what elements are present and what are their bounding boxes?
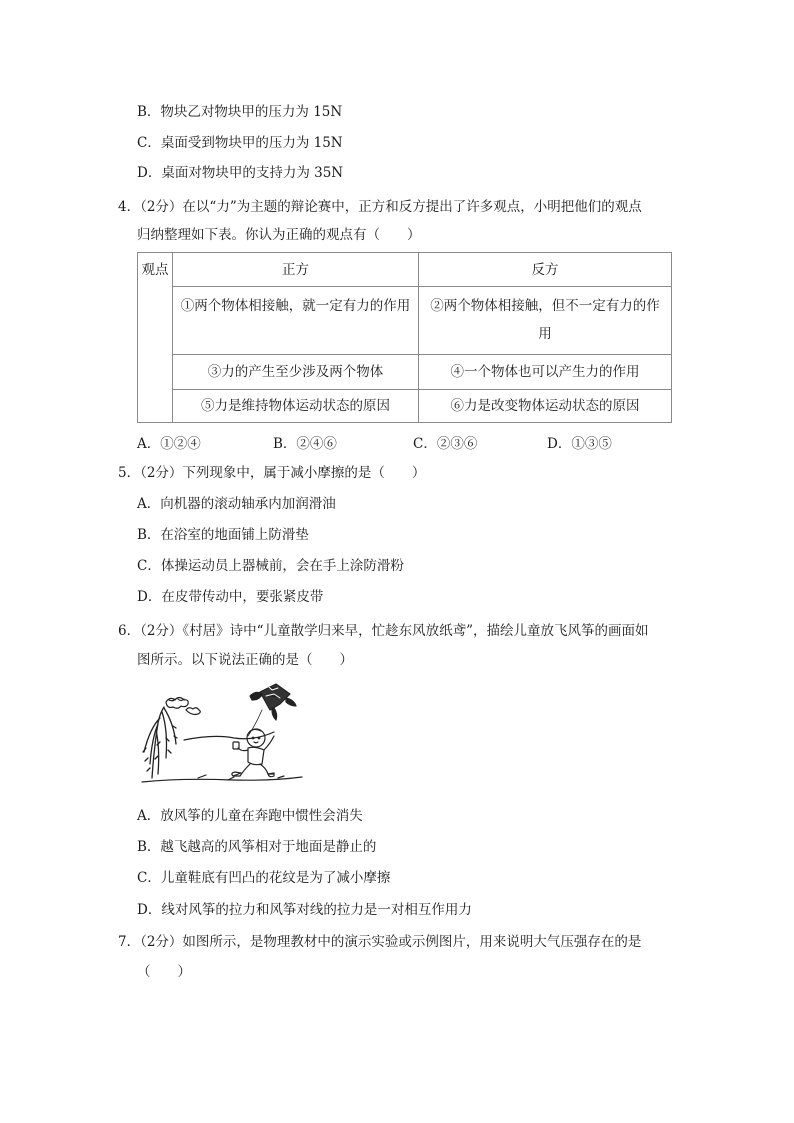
q5-option-b: B．在浴室的地面铺上防滑垫 bbox=[137, 527, 309, 543]
table-cell-view-1: ①两个物体相接触，就一定有力的作用 bbox=[173, 287, 419, 355]
q6-stem-line1: 6．（2分）《村居》诗中“儿童散学归来早，忙趁东风放纸鸢”，描绘儿童放飞风筝的画面如 bbox=[118, 623, 649, 639]
table-cell-view-2-line1: ②两个物体相接触，但不一定有力的作 bbox=[430, 298, 660, 314]
q6-option-a: A．放风筝的儿童在奔跑中惯性会消失 bbox=[137, 808, 363, 824]
table-cell-view-4: ④一个物体也可以产生力的作用 bbox=[419, 355, 672, 390]
table-cell-view-2-line2: 用 bbox=[538, 326, 552, 342]
kite-flying-illustration bbox=[138, 678, 308, 790]
table-cell-view-3: ③力的产生至少涉及两个物体 bbox=[173, 355, 419, 390]
kite-icon bbox=[250, 684, 296, 720]
q4-viewpoint-table bbox=[137, 252, 672, 423]
q7-stem-line1: 7．（2分）如图所示，是物理教材中的演示实验或示例图片，用来说明大气压强存在的是 bbox=[118, 934, 642, 950]
q7-stem-line2: （ ） bbox=[137, 964, 191, 980]
q5-stem: 5．（2分）下列现象中，属于减小摩擦的是（ ） bbox=[118, 465, 426, 481]
q4-stem-line2: 归纳整理如下表。你认为正确的观点有（ ） bbox=[137, 227, 421, 243]
q5-option-a: A．向机器的滚动轴承内加润滑油 bbox=[137, 496, 336, 512]
cloud-icon bbox=[186, 708, 200, 715]
q3-option-b: B．物块乙对物块甲的压力为 15N bbox=[137, 104, 343, 120]
table-col-header-pro: 正方 bbox=[173, 253, 419, 287]
q5-option-c: C．体操运动员上器械前，会在手上涂防滑粉 bbox=[137, 558, 404, 574]
q4-option-d: D．①③⑤ bbox=[547, 436, 612, 452]
running-child bbox=[232, 729, 274, 777]
table-col-header-con: 反方 bbox=[419, 253, 672, 287]
q5-option-d: D．在皮带传动中，要张紧皮带 bbox=[137, 589, 324, 605]
cloud-icon bbox=[166, 698, 188, 709]
q3-option-c: C．桌面受到物块甲的压力为 15N bbox=[137, 135, 343, 151]
willow-tree bbox=[143, 707, 177, 778]
q4-option-a: A．①②④ bbox=[137, 436, 201, 452]
q6-option-c: C．儿童鞋底有凹凸的花纹是为了减小摩擦 bbox=[137, 870, 391, 886]
q4-option-c: C．②③⑥ bbox=[413, 436, 478, 452]
hill-line bbox=[184, 732, 274, 740]
table-cell-view-5: ⑤力是维持物体运动状态的原因 bbox=[173, 390, 419, 423]
table-cell-view-6: ⑥力是改变物体运动状态的原因 bbox=[419, 390, 672, 423]
q6-option-b: B．越飞越高的风筝相对于地面是静止的 bbox=[137, 839, 377, 855]
q4-option-b: B．②④⑥ bbox=[273, 436, 337, 452]
table-row-header: 观点 bbox=[138, 253, 173, 423]
table-cell-view-2 bbox=[419, 287, 672, 355]
q6-stem-line2: 图所示。以下说法正确的是（ ） bbox=[137, 652, 353, 668]
q6-option-d: D．线对风筝的拉力和风筝对线的拉力是一对相互作用力 bbox=[137, 902, 472, 918]
q3-option-d: D．桌面对物块甲的支持力为 35N bbox=[137, 165, 344, 181]
q4-stem-line1: 4．（2分）在以“力”为主题的辩论赛中，正方和反方提出了许多观点，小明把他们的观点 bbox=[118, 199, 642, 215]
